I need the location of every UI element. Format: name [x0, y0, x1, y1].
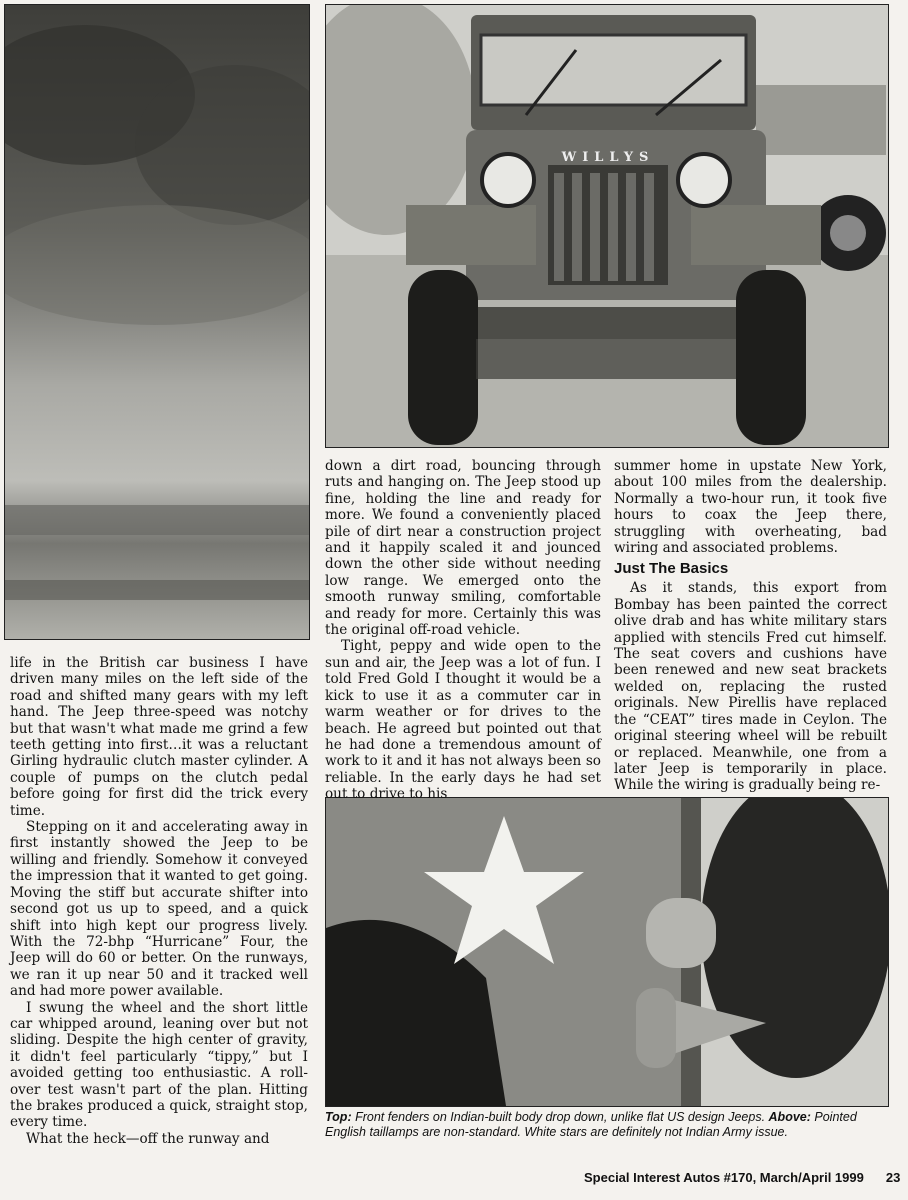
caption-above-label: Above: [768, 1110, 811, 1124]
caption-above-text: Pointed English taillamps are non-standard. White stars are definitely not Indian Army issue. [325, 1110, 857, 1139]
column-2 [325, 458, 601, 803]
column-1 [10, 655, 308, 1147]
grille-text: WILLYS [561, 150, 655, 165]
col2-paragraph-1: down a dirt road, bouncing through ruts and hanging on. The Jeep stood up fine, holding the line and ready for more. We found a conveniently placed pile of dirt near a construction project and it happily scaled it and jounced down the other side without needing low range. We emerged onto the smooth runway smiling, comfortable and ready for more. Certainly this was the original off-road vehicle. [325, 458, 601, 639]
column-3 [614, 458, 887, 794]
caption-top-label: Top: [325, 1110, 352, 1124]
photo-caption [325, 1110, 887, 1140]
page-footer [584, 1170, 900, 1185]
col1-paragraph-3: I swung the wheel and the short little car whipped around, leaning over but not sliding. Despite the high center of gravity, it didn't feel particularly “tippy,” but I avoided getting too enthusiastic. A roll-over test wasn't part of the plan. Hitting the brakes produced a quick, straight stop, every time. [10, 999, 308, 1131]
col3-paragraph-2: As it stands, this export from Bombay has been painted the correct olive drab and has white military stars applied with stencils Fred cut himself. The seat covers and cushions have been renewed and new seat brackets welded on, replacing the rusted originals. New Pirellis have replaced the “CEAT” tires made in Ceylon. The original steering wheel will be rebuilt or replaced. Meanwhile, one from a later Jeep is temporarily in place. While the wiring is gradually being re- [614, 580, 887, 794]
col2-paragraph-2: Tight, peppy and wide open to the sun and air, the Jeep was a lot of fun. I told Fred Gold I thought it would be a kick to use it as a commuter car in warm weather or for drives to the beach. He agreed but pointed out that he had done a tremendous amount of work to it and it has not always been so reliable. In the early days he had set out to drive to his [325, 638, 601, 803]
top-jeep-photo [325, 4, 889, 448]
col1-paragraph-4: What the heck—off the runway and [26, 1130, 270, 1147]
publication-info: Special Interest Autos #170, March/April 1999 [584, 1170, 864, 1185]
col3-paragraph-1: summer home in upstate New York, about 100 miles from the dealership. Normally a two-hour run, it took five hours to coax the Jeep there, struggling with overheating, bad wiring and associated problems. [614, 458, 887, 557]
section-heading: Just The Basics [614, 560, 729, 578]
page-number: 23 [885, 1170, 901, 1185]
left-photo [4, 4, 310, 640]
caption-top-text: Front fenders on Indian-built body drop down, unlike flat US design Jeeps. [351, 1110, 769, 1124]
bottom-fender-photo [325, 797, 889, 1107]
col1-paragraph-2: Stepping on it and accelerating away in first instantly showed the Jeep to be willing and friendly. Somehow it conveyed the impression that it wanted to get going. Moving the stiff but accurate shifter into second got us up to speed, and a quick shift into high kept our progress lively. With the 72-bhp “Hurricane” Four, the Jeep will do 60 or better. On the runways, we ran it up near 50 and it tracked well and had more power available. [10, 819, 308, 1000]
col1-paragraph-1: life in the British car business I have driven many miles on the left side of the road and shifted many gears with my left hand. The Jeep three-speed was notchy but that wasn't what made me grind a few teeth getting into first…it was a reluctant Girling hydraulic clutch master cylinder. A couple of pumps on the clutch pedal before going for first did the trick every time. [10, 655, 308, 819]
